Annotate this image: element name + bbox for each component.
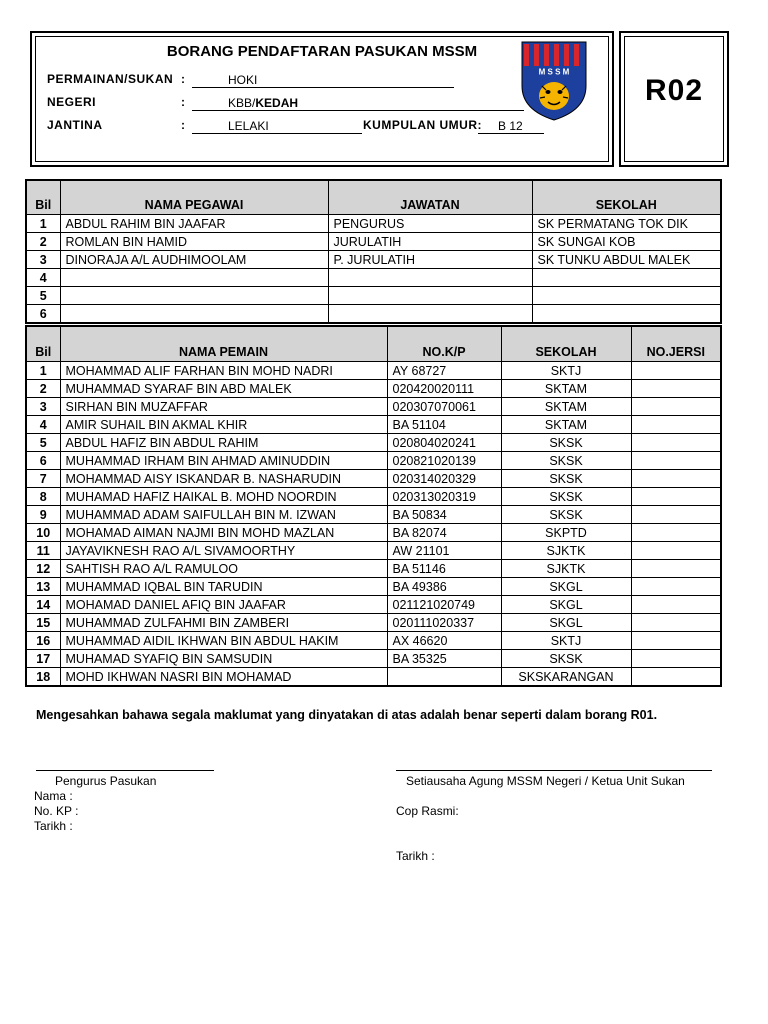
player-jersey-number <box>631 398 721 416</box>
official-bil: 4 <box>26 269 60 287</box>
official-school <box>532 269 721 287</box>
player-ic-number: BA 50834 <box>387 506 501 524</box>
gender-value: LELAKI <box>228 119 269 133</box>
player-name: JAYAVIKNESH RAO A/L SIVAMOORTHY <box>60 542 387 560</box>
player-school: SKSK <box>501 506 631 524</box>
colon: : <box>181 72 186 86</box>
header-position: JAWATAN <box>328 180 532 215</box>
player-school: SKGL <box>501 578 631 596</box>
player-bil: 5 <box>26 434 60 452</box>
player-bil: 11 <box>26 542 60 560</box>
player-row <box>26 524 721 542</box>
player-jersey-number <box>631 362 721 380</box>
player-row <box>26 578 721 596</box>
player-name: MUHAMAD HAFIZ HAIKAL B. MOHD NOORDIN <box>60 488 387 506</box>
player-jersey-number <box>631 416 721 434</box>
official-position <box>328 287 532 305</box>
player-name: MOHD IKHWAN NASRI BIN MOHAMAD <box>60 668 387 687</box>
player-jersey-number <box>631 524 721 542</box>
player-school: SKTAM <box>501 416 631 434</box>
player-bil: 2 <box>26 380 60 398</box>
player-name: MOHAMAD DANIEL AFIQ BIN JAAFAR <box>60 596 387 614</box>
player-bil: 7 <box>26 470 60 488</box>
player-school: SKSK <box>501 650 631 668</box>
official-school: SK SUNGAI KOB <box>532 233 721 251</box>
player-ic-number: 020804020241 <box>387 434 501 452</box>
player-school: SJKTK <box>501 560 631 578</box>
official-row <box>26 233 721 251</box>
player-bil: 13 <box>26 578 60 596</box>
player-name: SAHTISH RAO A/L RAMULOO <box>60 560 387 578</box>
manager-title: Pengurus Pasukan <box>55 774 157 788</box>
player-jersey-number <box>631 452 721 470</box>
player-bil: 9 <box>26 506 60 524</box>
player-school: SJKTK <box>501 542 631 560</box>
player-ic-number: AY 68727 <box>387 362 501 380</box>
official-row <box>26 215 721 233</box>
manager-ic-label: No. KP : <box>34 804 79 818</box>
player-row <box>26 434 721 452</box>
player-jersey-number <box>631 578 721 596</box>
player-bil: 18 <box>26 668 60 687</box>
manager-name-label: Nama : <box>34 789 73 803</box>
player-row <box>26 560 721 578</box>
official-school: SK TUNKU ABDUL MALEK <box>532 251 721 269</box>
player-bil: 4 <box>26 416 60 434</box>
player-jersey-number <box>631 380 721 398</box>
player-row <box>26 452 721 470</box>
official-position <box>328 269 532 287</box>
state-value: KBB/KEDAH <box>228 96 299 110</box>
player-row <box>26 668 721 687</box>
official-bil: 3 <box>26 251 60 269</box>
player-school: SKSK <box>501 488 631 506</box>
sport-underline <box>192 87 454 88</box>
official-bil: 5 <box>26 287 60 305</box>
gender-underline <box>192 133 362 134</box>
header-ic-number: NO.K/P <box>387 326 501 362</box>
player-bil: 3 <box>26 398 60 416</box>
player-bil: 14 <box>26 596 60 614</box>
official-name: ABDUL RAHIM BIN JAAFAR <box>60 215 328 233</box>
header-official-name: NAMA PEGAWAI <box>60 180 328 215</box>
official-name <box>60 287 328 305</box>
player-row <box>26 542 721 560</box>
official-school <box>532 287 721 305</box>
age-group-value: B 12 <box>498 119 523 133</box>
official-name: ROMLAN BIN HAMID <box>60 233 328 251</box>
player-jersey-number <box>631 542 721 560</box>
player-row <box>26 596 721 614</box>
player-jersey-number <box>631 614 721 632</box>
player-jersey-number <box>631 650 721 668</box>
header-player-name: NAMA PEMAIN <box>60 326 387 362</box>
player-ic-number <box>387 668 501 687</box>
player-ic-number: AX 46620 <box>387 632 501 650</box>
player-bil: 1 <box>26 362 60 380</box>
player-row <box>26 506 721 524</box>
age-group-label: KUMPULAN UMUR: <box>363 118 482 132</box>
player-jersey-number <box>631 632 721 650</box>
player-bil: 16 <box>26 632 60 650</box>
manager-date-label: Tarikh : <box>34 819 73 833</box>
official-position <box>328 305 532 324</box>
colon: : <box>181 95 186 109</box>
player-bil: 12 <box>26 560 60 578</box>
player-ic-number: 020314020329 <box>387 470 501 488</box>
confirmation-statement: Mengesahkan bahawa segala maklumat yang dinyatakan di atas adalah benar seperti dalam borang R01. <box>36 708 658 722</box>
player-name: ABDUL HAFIZ BIN ABDUL RAHIM <box>60 434 387 452</box>
player-ic-number: BA 82074 <box>387 524 501 542</box>
player-school: SKTJ <box>501 632 631 650</box>
player-school: SKTJ <box>501 362 631 380</box>
player-name: MOHAMAD AIMAN NAJMI BIN MOHD MAZLAN <box>60 524 387 542</box>
player-jersey-number <box>631 488 721 506</box>
player-jersey-number <box>631 596 721 614</box>
svg-text:M S S M: M S S M <box>538 67 570 77</box>
player-ic-number: BA 49386 <box>387 578 501 596</box>
secretary-date-label: Tarikh : <box>396 849 435 863</box>
header-jersey-number: NO.JERSI <box>631 326 721 362</box>
player-name: MUHAMMAD SYARAF BIN ABD MALEK <box>60 380 387 398</box>
player-row <box>26 614 721 632</box>
secretary-signature-line <box>396 770 712 771</box>
player-ic-number: BA 35325 <box>387 650 501 668</box>
sport-label: PERMAINAN/SUKAN <box>47 72 174 86</box>
player-bil: 10 <box>26 524 60 542</box>
player-name: MUHAMMAD AIDIL IKHWAN BIN ABDUL HAKIM <box>60 632 387 650</box>
player-row <box>26 650 721 668</box>
mssm-logo-icon <box>520 40 588 122</box>
official-position: JURULATIH <box>328 233 532 251</box>
header-school: SEKOLAH <box>532 180 721 215</box>
header-school: SEKOLAH <box>501 326 631 362</box>
official-name <box>60 305 328 324</box>
official-name <box>60 269 328 287</box>
manager-signature-line <box>36 770 214 771</box>
official-row <box>26 251 721 269</box>
header-bil: Bil <box>26 326 60 362</box>
player-school: SKTAM <box>501 398 631 416</box>
officials-header-row <box>26 180 721 215</box>
official-school <box>532 305 721 324</box>
colon: : <box>181 118 186 132</box>
sport-value: HOKI <box>228 73 258 87</box>
age-group-underline <box>478 133 544 134</box>
official-bil: 1 <box>26 215 60 233</box>
player-jersey-number <box>631 470 721 488</box>
player-name: AMIR SUHAIL BIN AKMAL KHIR <box>60 416 387 434</box>
player-school: SKSK <box>501 452 631 470</box>
players-table <box>25 325 722 687</box>
player-bil: 6 <box>26 452 60 470</box>
official-bil: 2 <box>26 233 60 251</box>
player-row <box>26 488 721 506</box>
official-position: PENGURUS <box>328 215 532 233</box>
official-row <box>26 305 721 324</box>
form-title: BORANG PENDAFTARAN PASUKAN MSSM <box>166 43 478 60</box>
player-bil: 8 <box>26 488 60 506</box>
player-jersey-number <box>631 434 721 452</box>
player-ic-number: BA 51104 <box>387 416 501 434</box>
official-row <box>26 269 721 287</box>
player-ic-number: AW 21101 <box>387 542 501 560</box>
header-bil: Bil <box>26 180 60 215</box>
player-school: SKSK <box>501 470 631 488</box>
player-row <box>26 470 721 488</box>
player-row <box>26 398 721 416</box>
officials-table <box>25 179 722 324</box>
official-position: P. JURULATIH <box>328 251 532 269</box>
player-ic-number: 021121020749 <box>387 596 501 614</box>
player-row <box>26 632 721 650</box>
player-jersey-number <box>631 668 721 687</box>
form-code: R02 <box>644 74 704 107</box>
player-ic-number: BA 51146 <box>387 560 501 578</box>
player-name: MUHAMMAD IRHAM BIN AHMAD AMINUDDIN <box>60 452 387 470</box>
official-school: SK PERMATANG TOK DIK <box>532 215 721 233</box>
player-ic-number: 020313020319 <box>387 488 501 506</box>
players-header-row <box>26 326 721 362</box>
player-jersey-number <box>631 560 721 578</box>
player-name: MOHAMMAD ALIF FARHAN BIN MOHD NADRI <box>60 362 387 380</box>
player-name: MUHAMMAD ADAM SAIFULLAH BIN M. IZWAN <box>60 506 387 524</box>
player-ic-number: 020420020111 <box>387 380 501 398</box>
player-school: SKGL <box>501 614 631 632</box>
player-school: SKPTD <box>501 524 631 542</box>
gender-label: JANTINA <box>47 118 103 132</box>
official-stamp-label: Cop Rasmi: <box>396 804 459 818</box>
player-row <box>26 416 721 434</box>
state-label: NEGERI <box>47 95 97 109</box>
player-ic-number: 020821020139 <box>387 452 501 470</box>
player-bil: 15 <box>26 614 60 632</box>
player-ic-number: 020307070061 <box>387 398 501 416</box>
player-name: MOHAMMAD AISY ISKANDAR B. NASHARUDIN <box>60 470 387 488</box>
player-row <box>26 380 721 398</box>
player-bil: 17 <box>26 650 60 668</box>
state-underline <box>192 110 524 111</box>
player-row <box>26 362 721 380</box>
player-school: SKTAM <box>501 380 631 398</box>
player-name: MUHAMMAD ZULFAHMI BIN ZAMBERI <box>60 614 387 632</box>
player-school: SKSK <box>501 434 631 452</box>
player-name: SIRHAN BIN MUZAFFAR <box>60 398 387 416</box>
player-name: MUHAMAD SYAFIQ BIN SAMSUDIN <box>60 650 387 668</box>
player-jersey-number <box>631 506 721 524</box>
official-bil: 6 <box>26 305 60 324</box>
player-ic-number: 020111020337 <box>387 614 501 632</box>
player-name: MUHAMMAD IQBAL BIN TARUDIN <box>60 578 387 596</box>
official-name: DINORAJA A/L AUDHIMOOLAM <box>60 251 328 269</box>
secretary-title: Setiausaha Agung MSSM Negeri / Ketua Unit Sukan <box>406 774 685 788</box>
official-row <box>26 287 721 305</box>
player-school: SKGL <box>501 596 631 614</box>
player-school: SKSKARANGAN <box>501 668 631 687</box>
